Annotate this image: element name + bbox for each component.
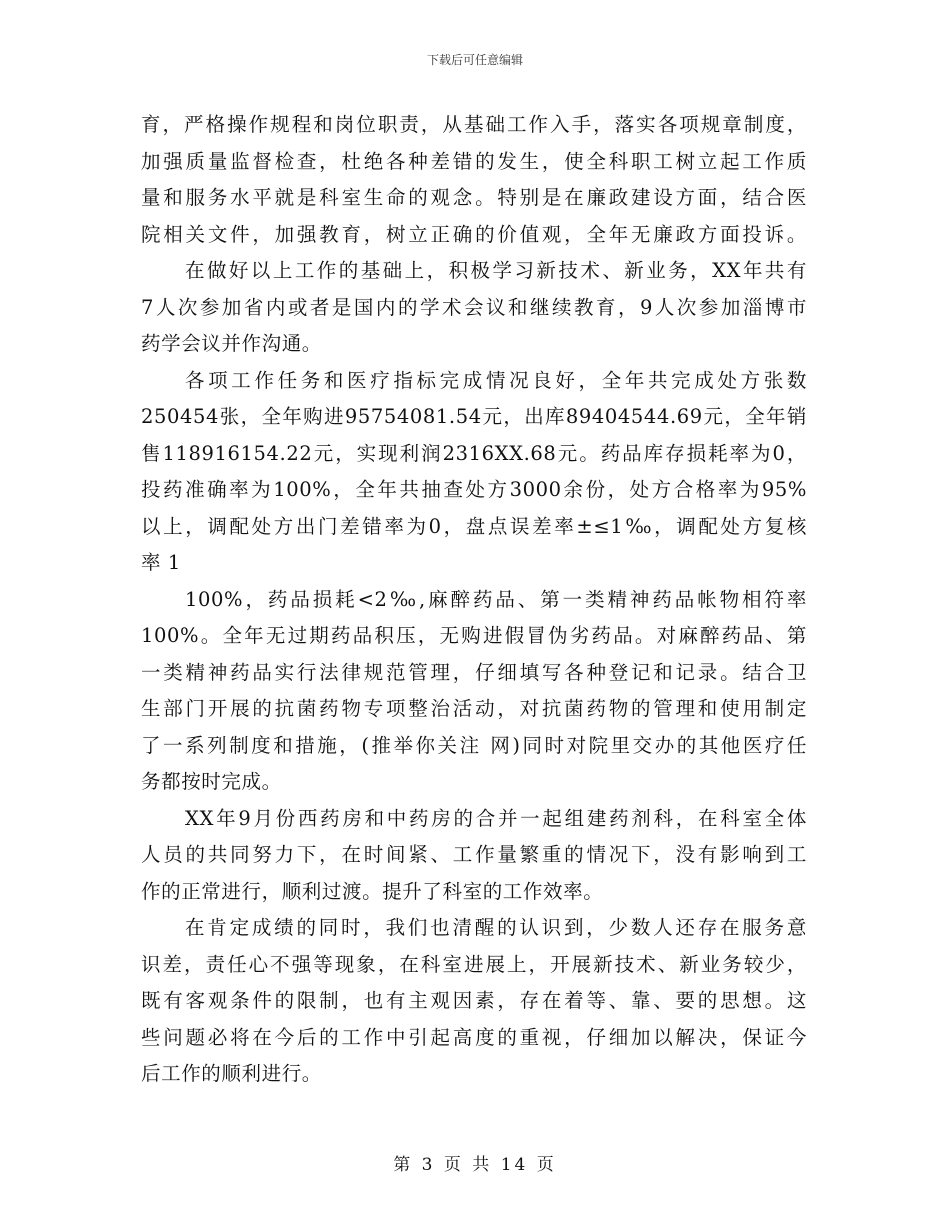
text-line: 加强质量监督检查，杜绝各种差错的发生，使全科职工树立起工作质	[141, 149, 807, 173]
paragraph-first-line: 各项工作任务和医疗指标完成情况良好，全年共完成处方张数	[185, 368, 807, 392]
text-line: 既有客观条件的限制，也有主观因素，存在着等、靠、要的思想。这	[141, 989, 807, 1012]
paragraph-first-line: 在做好以上工作的基础上，积极学习新技术、新业务，XX年共有	[185, 259, 807, 282]
paragraph-last-line: 后工作的顺利进行。	[141, 1062, 322, 1085]
page-header: 下载后可任意编辑	[426, 53, 523, 67]
paragraph-last-line: 务都按时完成。	[141, 770, 282, 793]
document-body	[141, 107, 807, 1093]
text-line: 了一系列制度和措施，(推举你关注 网)同时对院里交办的其他医疗任	[141, 733, 807, 757]
text-line: 院相关文件，加强教育，树立正确的价值观，全年无廉政方面投诉。	[141, 222, 807, 246]
text-line: 些问题必将在今后的工作中引起高度的重视，仔细加以解决，保证今	[141, 1025, 807, 1049]
page-number-footer: 第 3 页 共 14 页	[393, 1155, 557, 1175]
text-line: 100%。全年无过期药品积压，无购进假冒伪劣药品。对麻醉药品、第	[141, 624, 807, 647]
text-line: 一类精神药品实行法律规范管理，仔细填写各种登记和记录。结合卫	[141, 660, 807, 684]
paragraph-last-line: 作的正常进行，顺利过渡。提升了科室的工作效率。	[141, 879, 604, 903]
paragraph-first-line: 100%，药品损耗<2‰,麻醉药品、第一类精神药品帐物相符率	[185, 587, 807, 611]
text-line: 量和服务水平就是科室生命的观念。特别是在廉政建设方面，结合医	[141, 186, 807, 209]
text-line: 生部门开展的抗菌药物专项整治活动，对抗菌药物的管理和使用制定	[141, 697, 807, 720]
text-line: 投药准确率为100%，全年共抽查处方3000余份，处方合格率为95%	[141, 478, 807, 501]
paragraph-last-line: 药学会议并作沟通。	[141, 332, 322, 355]
text-line: 以上，调配处方出门差错率为0，盘点误差率±≤1‰，调配处方复核	[141, 514, 807, 538]
text-line: 7人次参加省内或者是国内的学术会议和继续教育，9人次参加淄博市	[141, 295, 807, 319]
paragraph-first-line: 在肯定成绩的同时，我们也清醒的认识到，少数人还存在服务意	[185, 916, 807, 939]
text-line: 250454张，全年购进95754081.54元，出库89404544.69元，全年销	[141, 405, 807, 428]
text-line: 人员的共同努力下，在时间紧、工作量繁重的情况下，没有影响到工	[141, 843, 807, 866]
paragraph-first-line: XX年9月份西药房和中药房的合并一起组建药剂科，在科室全体	[185, 806, 807, 830]
paragraph-last-line: 率 1	[141, 551, 181, 574]
text-line: 育，严格操作规程和岗位职责，从基础工作入手，落实各项规章制度，	[141, 113, 807, 136]
text-line: 售118916154.22元，实现利润2316XX.68元。药品库存损耗率为0，	[141, 441, 807, 465]
text-line: 识差，责任心不强等现象，在科室进展上，开展新技术、新业务较少，	[141, 952, 807, 976]
